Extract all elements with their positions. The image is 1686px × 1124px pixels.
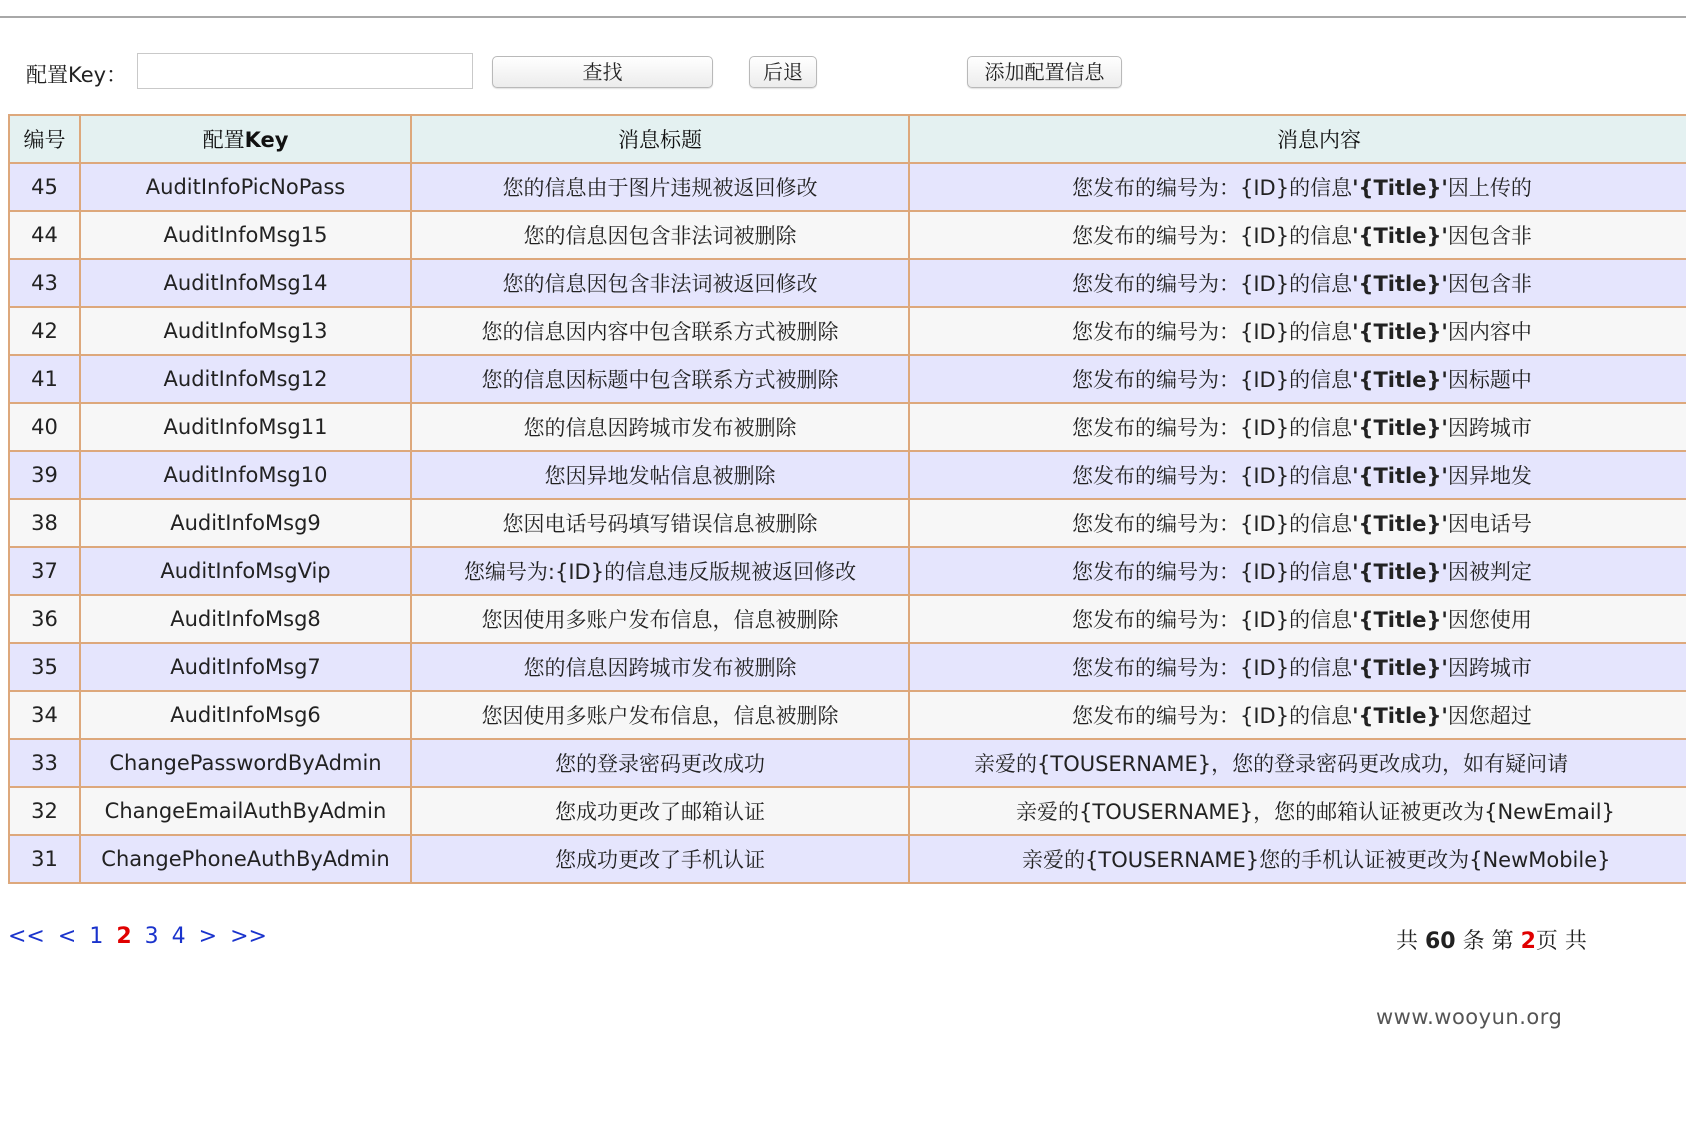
row-title: 您编号为:{ID}的信息违反版规被返回修改 <box>411 547 909 595</box>
content-part-2: '{Title}' <box>1352 704 1448 728</box>
content-text <box>910 748 1568 778</box>
content-part-3: 因您使用 <box>1447 608 1532 632</box>
content-part-1: 您发布的编号为：{ID}的信息 <box>1072 272 1353 296</box>
row-content <box>909 355 1686 403</box>
table-row[interactable] <box>9 835 1686 883</box>
content-text <box>910 268 1532 298</box>
row-id: 44 <box>9 211 80 259</box>
row-key: AuditInfoMsg8 <box>80 595 411 643</box>
table-row[interactable] <box>9 163 1686 211</box>
row-content <box>909 451 1686 499</box>
table-row[interactable] <box>9 595 1686 643</box>
content-text <box>910 172 1532 202</box>
header-content: 消息内容 <box>909 115 1686 163</box>
first-page-link[interactable]: << <box>8 924 45 949</box>
row-content <box>909 259 1686 307</box>
table-row[interactable] <box>9 739 1686 787</box>
table-row[interactable] <box>9 499 1686 547</box>
content-text <box>910 652 1532 682</box>
content-part-1: 您发布的编号为：{ID}的信息 <box>1072 320 1353 344</box>
content-part-2: '{Title}' <box>1352 512 1448 536</box>
row-key: AuditInfoMsg9 <box>80 499 411 547</box>
row-title: 您成功更改了邮箱认证 <box>411 787 909 835</box>
row-id: 34 <box>9 691 80 739</box>
content-part-1: 您发布的编号为：{ID}的信息 <box>1072 704 1353 728</box>
table-row[interactable] <box>9 307 1686 355</box>
row-title: 您的信息因跨城市发布被删除 <box>411 643 909 691</box>
content-part-2: '{Title}' <box>1352 656 1448 680</box>
content-part-3: 因异地发 <box>1447 464 1532 488</box>
content-part-3: 因您超过 <box>1447 704 1532 728</box>
summary-mid: 条 第 <box>1455 929 1521 954</box>
row-content <box>909 307 1686 355</box>
row-content <box>909 835 1686 883</box>
row-id: 36 <box>9 595 80 643</box>
content-part-1: 您发布的编号为：{ID}的信息 <box>1072 416 1353 440</box>
table-row[interactable] <box>9 691 1686 739</box>
add-config-button[interactable]: 添加配置信息 <box>967 56 1122 88</box>
row-id: 40 <box>9 403 80 451</box>
content-part-1: 您发布的编号为：{ID}的信息 <box>1072 464 1353 488</box>
table-row[interactable] <box>9 451 1686 499</box>
content-text <box>910 316 1532 346</box>
row-key: ChangePasswordByAdmin <box>80 739 411 787</box>
row-content <box>909 595 1686 643</box>
row-title: 您的登录密码更改成功 <box>411 739 909 787</box>
header-key-bold: Key <box>244 128 289 152</box>
last-page-link[interactable]: >> <box>230 924 267 949</box>
content-part-1: 亲爱的{TOUSERNAME}，您的邮箱认证被更改为{NewEmail} <box>1016 800 1615 824</box>
table-row[interactable] <box>9 259 1686 307</box>
content-text <box>910 220 1532 250</box>
config-key-input[interactable] <box>137 53 473 89</box>
row-content <box>909 163 1686 211</box>
page-link-3[interactable]: 3 <box>144 924 159 949</box>
row-content <box>909 643 1686 691</box>
content-part-3: 因跨城市 <box>1447 416 1532 440</box>
row-key: AuditInfoMsg10 <box>80 451 411 499</box>
table-row[interactable] <box>9 403 1686 451</box>
row-title: 您因电话号码填写错误信息被删除 <box>411 499 909 547</box>
content-text <box>910 460 1532 490</box>
current-page-number: 2 <box>1520 929 1536 954</box>
row-key: AuditInfoMsg15 <box>80 211 411 259</box>
content-text <box>910 604 1532 634</box>
content-part-2: '{Title}' <box>1352 416 1448 440</box>
row-key: ChangePhoneAuthByAdmin <box>80 835 411 883</box>
row-key: AuditInfoMsgVip <box>80 547 411 595</box>
row-key: AuditInfoMsg7 <box>80 643 411 691</box>
content-part-1: 亲爱的{TOUSERNAME}您的手机认证被更改为{NewMobile} <box>1022 848 1611 872</box>
content-part-3: 因包含非 <box>1447 224 1532 248</box>
row-id: 45 <box>9 163 80 211</box>
content-part-1: 您发布的编号为：{ID}的信息 <box>1072 656 1353 680</box>
page-link-4[interactable]: 4 <box>171 924 186 949</box>
row-id: 42 <box>9 307 80 355</box>
find-button[interactable]: 查找 <box>492 56 713 88</box>
content-part-2: '{Title}' <box>1352 608 1448 632</box>
content-part-2: '{Title}' <box>1352 368 1448 392</box>
row-title: 您因使用多账户发布信息，信息被删除 <box>411 595 909 643</box>
header-key <box>80 115 411 163</box>
header-title: 消息标题 <box>411 115 909 163</box>
content-part-3: 因内容中 <box>1447 320 1532 344</box>
content-text <box>910 796 1615 826</box>
row-key: AuditInfoMsg6 <box>80 691 411 739</box>
content-text <box>910 844 1611 874</box>
header-id: 编号 <box>9 115 80 163</box>
row-key: AuditInfoMsg12 <box>80 355 411 403</box>
summary-pre: 共 <box>1396 929 1425 954</box>
table-row[interactable] <box>9 787 1686 835</box>
row-content <box>909 739 1686 787</box>
record-summary <box>1396 924 1587 955</box>
row-id: 31 <box>9 835 80 883</box>
table-header-row <box>9 115 1686 163</box>
back-button[interactable]: 后退 <box>749 56 817 88</box>
row-key: AuditInfoPicNoPass <box>80 163 411 211</box>
row-title: 您成功更改了手机认证 <box>411 835 909 883</box>
row-title: 您的信息因标题中包含联系方式被删除 <box>411 355 909 403</box>
total-count: 60 <box>1425 929 1456 954</box>
row-content <box>909 499 1686 547</box>
content-part-1: 您发布的编号为：{ID}的信息 <box>1072 560 1353 584</box>
row-title: 您的信息因内容中包含联系方式被删除 <box>411 307 909 355</box>
row-id: 39 <box>9 451 80 499</box>
row-key: AuditInfoMsg11 <box>80 403 411 451</box>
row-id: 35 <box>9 643 80 691</box>
content-text <box>910 508 1532 538</box>
row-content <box>909 403 1686 451</box>
header-key-label: 配置 <box>202 128 245 152</box>
table-row[interactable] <box>9 643 1686 691</box>
row-content <box>909 691 1686 739</box>
row-content <box>909 787 1686 835</box>
table-row[interactable] <box>9 211 1686 259</box>
row-title: 您因异地发帖信息被删除 <box>411 451 909 499</box>
content-part-3: 因标题中 <box>1447 368 1532 392</box>
content-part-3: 因被判定 <box>1447 560 1532 584</box>
row-id: 33 <box>9 739 80 787</box>
content-part-1: 亲爱的{TOUSERNAME}，您的登录密码更改成功，如有疑问请 <box>974 752 1569 776</box>
content-text <box>910 412 1532 442</box>
row-id: 37 <box>9 547 80 595</box>
row-id: 41 <box>9 355 80 403</box>
page-link-current[interactable]: 2 <box>116 924 132 949</box>
content-part-1: 您发布的编号为：{ID}的信息 <box>1072 512 1353 536</box>
row-content <box>909 547 1686 595</box>
content-part-2: '{Title}' <box>1352 320 1448 344</box>
page-link-1[interactable]: 1 <box>89 924 104 949</box>
watermark: www.wooyun.org <box>1376 1005 1563 1029</box>
row-key: AuditInfoMsg14 <box>80 259 411 307</box>
row-key: ChangeEmailAuthByAdmin <box>80 787 411 835</box>
top-divider <box>0 16 1686 18</box>
content-part-3: 因包含非 <box>1447 272 1532 296</box>
next-page-link[interactable]: > <box>198 924 218 949</box>
content-part-1: 您发布的编号为：{ID}的信息 <box>1072 368 1353 392</box>
summary-post: 页 共 <box>1535 929 1587 954</box>
row-title: 您因使用多账户发布信息，信息被删除 <box>411 691 909 739</box>
row-title: 您的信息因跨城市发布被删除 <box>411 403 909 451</box>
row-title: 您的信息因包含非法词被删除 <box>411 211 909 259</box>
row-title: 您的信息因包含非法词被返回修改 <box>411 259 909 307</box>
config-key-label: 配置Key： <box>26 63 128 87</box>
content-part-2: '{Title}' <box>1352 464 1448 488</box>
row-content <box>909 211 1686 259</box>
content-part-3: 因跨城市 <box>1447 656 1532 680</box>
content-text <box>910 364 1532 394</box>
row-id: 43 <box>9 259 80 307</box>
row-id: 32 <box>9 787 80 835</box>
row-title: 您的信息由于图片违规被返回修改 <box>411 163 909 211</box>
content-part-1: 您发布的编号为：{ID}的信息 <box>1072 224 1353 248</box>
content-part-2: '{Title}' <box>1352 272 1448 296</box>
content-part-3: 因电话号 <box>1447 512 1532 536</box>
content-part-1: 您发布的编号为：{ID}的信息 <box>1072 608 1353 632</box>
table-row[interactable] <box>9 547 1686 595</box>
search-bar <box>0 52 1686 92</box>
content-text <box>910 556 1532 586</box>
content-part-2: '{Title}' <box>1352 560 1448 584</box>
pagination <box>8 924 273 949</box>
content-part-1: 您发布的编号为：{ID}的信息 <box>1072 176 1353 200</box>
content-part-2: '{Title}' <box>1352 224 1448 248</box>
config-table <box>8 114 1686 884</box>
content-part-3: 因上传的 <box>1447 176 1532 200</box>
table-row[interactable] <box>9 355 1686 403</box>
prev-page-link[interactable]: < <box>57 924 77 949</box>
content-text <box>910 700 1532 730</box>
content-part-2: '{Title}' <box>1352 176 1448 200</box>
row-key: AuditInfoMsg13 <box>80 307 411 355</box>
row-id: 38 <box>9 499 80 547</box>
